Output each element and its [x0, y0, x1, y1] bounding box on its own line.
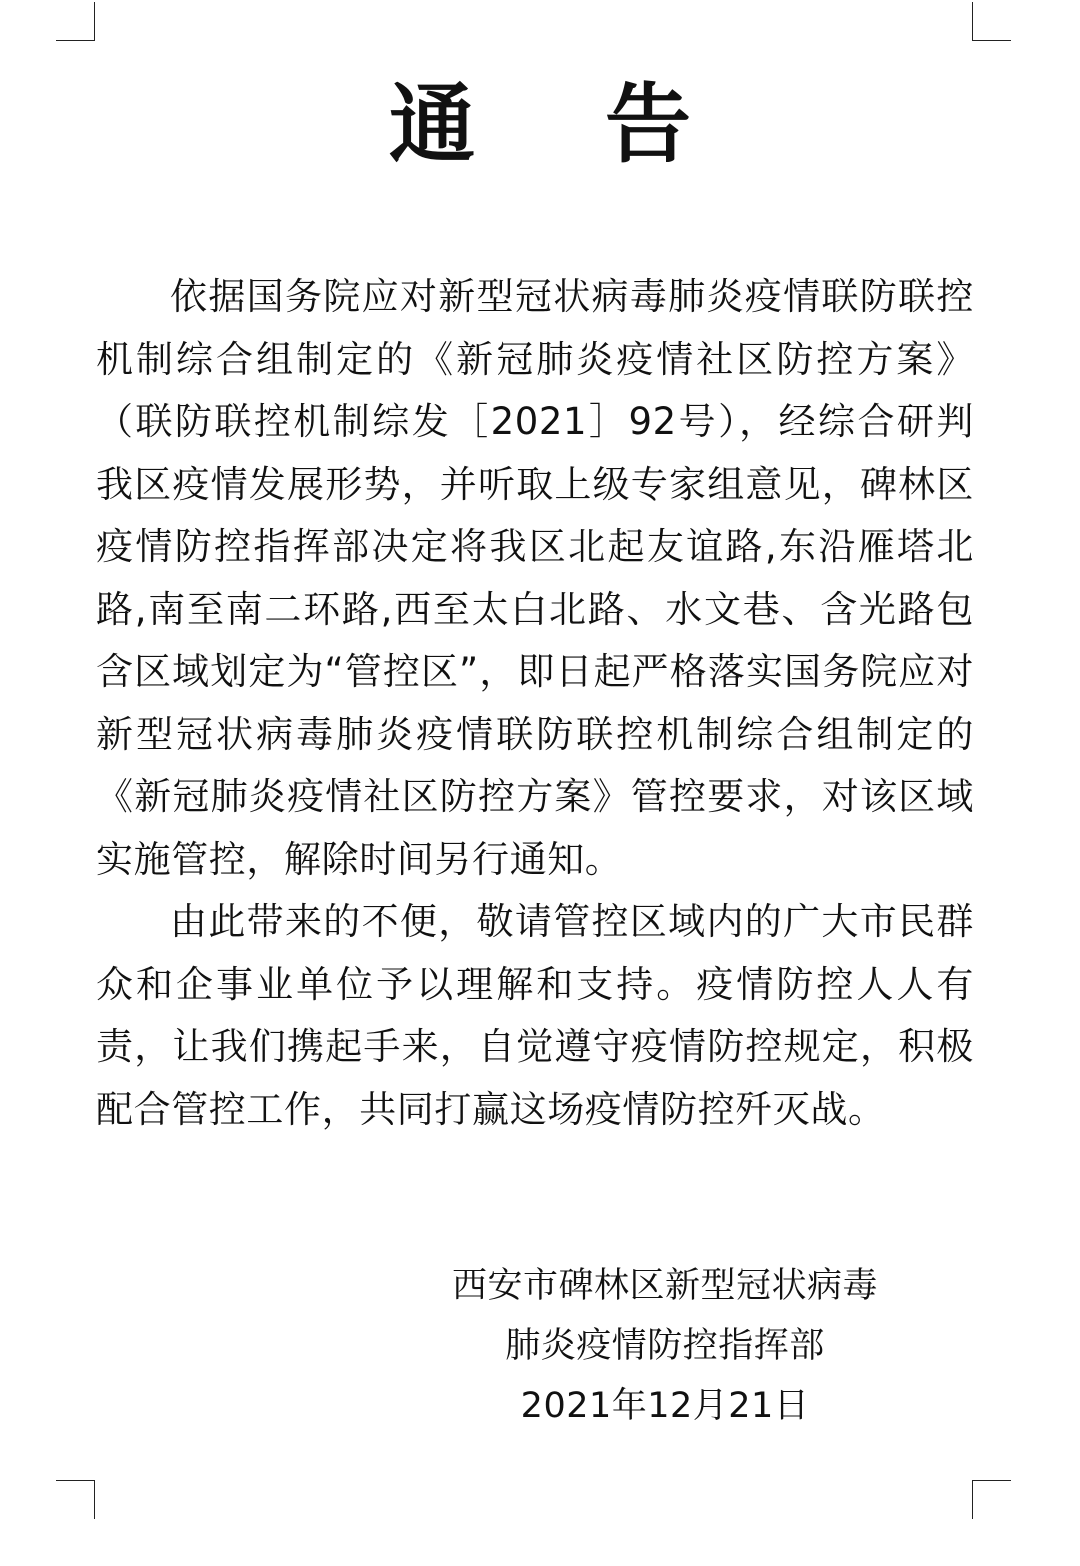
signature-block	[400, 1256, 930, 1436]
issue-date: 2021年12月21日	[520, 1386, 810, 1426]
notice-title: 通告	[389, 75, 821, 175]
crop-mark-bottom-left	[56, 1480, 95, 1519]
crop-mark-top-right	[972, 2, 1011, 41]
notice-paragraph-2: 由此带来的不便，敬请管控区域内的广大市民群众和企事业单位予以理解和支持。疫情防控人人有责，让我们携起手来，自觉遵守疫情防控规定，积极配合管控工作，共同打赢这场疫情防控歼灭战。	[96, 900, 974, 1131]
crop-mark-bottom-right	[972, 1480, 1011, 1519]
crop-mark-top-left	[56, 2, 95, 41]
issuer-line-1: 西安市碑林区新型冠状病毒	[451, 1266, 878, 1306]
notice-paragraph-1: 依据国务院应对新型冠状病毒肺炎疫情联防联控机制综合组制定的《新冠肺炎疫情社区防控方案》（联防联控机制综发［2021］92号），经综合研判我区疫情发展形势，并听取上级专家组意见，碑林区疫情防控指挥部决定将我区北起友谊路,东沿雁塔北路,南至南二环路,西至太白北路、水文巷、含光路包含区域划定为“管控区”，即日起严格落实国务院应对新型冠状病毒肺炎疫情联防联控机制综合组制定的《新冠肺炎疫情社区防控方案》管控要求，对该区域实施管控，解除时间另行通知。	[96, 275, 974, 881]
issuer-line-2: 肺炎疫情防控指挥部	[505, 1326, 825, 1366]
notice-body	[96, 266, 974, 1141]
